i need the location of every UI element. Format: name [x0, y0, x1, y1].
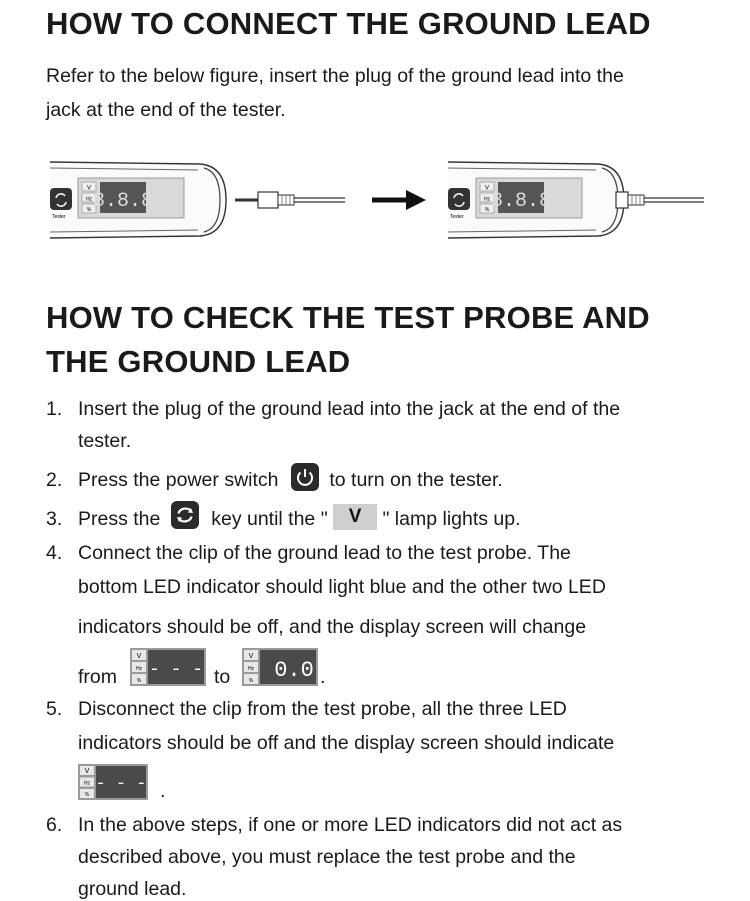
ground-lead-plug-inserted: [616, 192, 704, 208]
lamp-v-label: V: [484, 185, 490, 192]
display-dashes-icon: [78, 764, 148, 800]
step-text: Press the: [78, 508, 161, 530]
svg-text:%: %: [248, 678, 254, 684]
connection-figure: [0, 150, 750, 250]
step-text: .: [160, 780, 166, 802]
svg-text:V: V: [248, 653, 254, 660]
step-text: bottom LED indicator should light blue and the other two LED: [78, 576, 606, 598]
tester-after: [448, 162, 704, 238]
svg-text:Hz: Hz: [83, 780, 91, 787]
section-title-check-line-2: THE GROUND LEAD: [46, 344, 351, 379]
power-switch-icon: [290, 462, 320, 492]
v-lamp-label: V: [333, 504, 377, 530]
lamp-v-label: V: [86, 185, 92, 192]
step-text: Disconnect the clip from the test probe, all the three LED: [78, 698, 567, 720]
display-digits: 8.8.8: [490, 190, 552, 213]
step-text: Press the power switch: [78, 469, 279, 491]
display-zero-icon: [242, 648, 318, 686]
display-dashes-icon: [130, 648, 206, 686]
section-title-connect: HOW TO CONNECT THE GROUND LEAD: [46, 6, 651, 41]
svg-text:0.0: 0.0: [274, 658, 314, 683]
svg-text:%: %: [136, 678, 142, 684]
step-text: indicators should be off and the display screen should indicate: [78, 732, 615, 754]
step-text: ground lead.: [78, 878, 187, 900]
svg-text:V: V: [136, 653, 142, 660]
svg-text:Hz: Hz: [135, 666, 143, 672]
step-number: 4.: [46, 542, 63, 564]
tester-brand: Tester: [450, 214, 464, 220]
step-text: to turn on the tester.: [329, 469, 503, 491]
tester-before: [50, 162, 345, 238]
svg-text:- - -: - - -: [95, 775, 147, 794]
lamp-pct-label: %: [86, 207, 92, 213]
svg-text:Hz: Hz: [247, 666, 255, 672]
step-text: from: [78, 666, 117, 688]
lamp-pct-label: %: [484, 207, 490, 213]
arrow-icon: [372, 190, 426, 210]
svg-text:%: %: [84, 792, 90, 798]
intro-line-1: Refer to the below figure, insert the plug of the ground lead into the: [46, 65, 624, 87]
step-text: to: [214, 666, 231, 688]
step-number: 2.: [46, 469, 63, 491]
step-text: .: [320, 666, 326, 688]
tester-brand: Tester: [52, 214, 66, 220]
intro-paragraph: [46, 59, 726, 127]
step-text: described above, you must replace the test probe and the: [78, 846, 576, 868]
step-number: 5.: [46, 698, 63, 720]
mode-key-icon: [170, 500, 200, 530]
svg-text:- - -: - - -: [148, 660, 204, 680]
intro-line-2: jack at the end of the tester.: [46, 99, 286, 121]
section-title-check-line-1: HOW TO CHECK THE TEST PROBE AND: [46, 300, 650, 335]
step-text: Connect the clip of the ground lead to the test probe. The: [78, 542, 571, 564]
ground-lead-plug: [235, 192, 345, 208]
step-text: indicators should be off, and the display screen will change: [78, 616, 587, 638]
step-text: Insert the plug of the ground lead into the jack at the end of the: [78, 398, 621, 420]
display-digits: 8.8.8: [92, 190, 154, 213]
step-text: " lamp lights up.: [382, 508, 521, 530]
step-number: 3.: [46, 508, 63, 530]
step-text: key until the ": [211, 508, 328, 530]
lamp-hz-label: Hz: [483, 196, 491, 203]
step-number: 1.: [46, 398, 63, 420]
lamp-hz-label: Hz: [85, 196, 93, 203]
svg-text:V: V: [84, 768, 90, 775]
step-text: tester.: [78, 430, 132, 452]
step-text: In the above steps, if one or more LED indicators did not act as: [78, 814, 623, 836]
step-number: 6.: [46, 814, 63, 836]
